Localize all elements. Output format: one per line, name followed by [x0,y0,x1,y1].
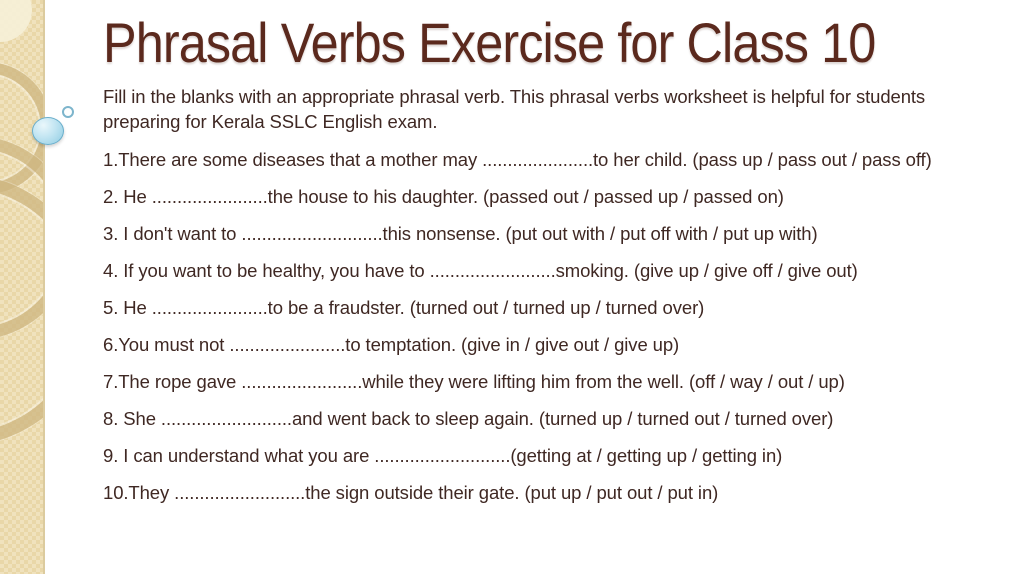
small-circle-icon [62,106,74,118]
question-item-10: 10.They ..........................the sign outside their gate. (put up / put out / put in) [103,482,719,503]
slide-content [103,6,1001,517]
slide-title: Phrasal Verbs Exercise for Class 10 [103,11,876,74]
question-item-7: 7.The rope gave ........................while they were lifting him from the well. (off / way / out / up) [103,371,845,392]
question-item-5: 5. He .......................to be a fraudster. (turned out / turned up / turned over) [103,297,705,318]
question-item-1: 1.There are some diseases that a mother may ......................to her child. (pass up / pass out / pass off) [103,149,932,170]
question-item-4: 4. If you want to be healthy, you have to .........................smoking. (give up / give off / give out) [103,260,858,281]
intro-text: Fill in the blanks with an appropriate phrasal verb. This phrasal verbs worksheet is helpful for students preparing for Kerala SSLC English exam. [103,86,926,132]
decorative-strip [0,0,45,574]
bubble-icon [32,117,64,145]
question-item-2: 2. He .......................the house to his daughter. (passed out / passed up / passed on) [103,186,784,207]
strip-cream-circle [0,0,32,42]
question-item-6: 6.You must not .......................to temptation. (give in / give out / give up) [103,334,680,355]
questions-list [103,147,1001,505]
question-item-3: 3. I don't want to ............................this nonsense. (put out with / put off with / put up with) [103,223,818,244]
question-item-9: 9. I can understand what you are ...........................(getting at / getting up / getting in) [103,445,783,466]
strip-ring-lower [0,174,45,446]
question-item-8: 8. She ..........................and went back to sleep again. (turned up / turned out / turned over) [103,408,834,429]
